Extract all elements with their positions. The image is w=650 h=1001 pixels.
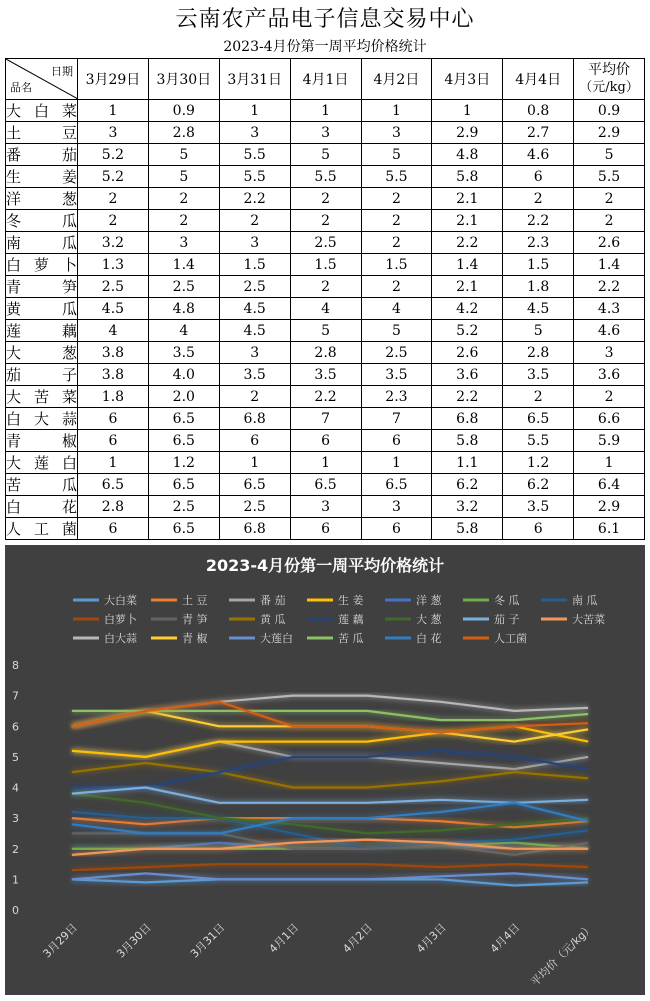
price-cell: 5 <box>503 320 574 342</box>
price-chart-svg <box>5 545 645 995</box>
y-tick-label: 6 <box>12 720 19 734</box>
price-cell: 5.2 <box>432 320 503 342</box>
price-cell: 5.5 <box>361 166 432 188</box>
price-cell: 2.1 <box>432 210 503 232</box>
price-cell: 2 <box>361 188 432 210</box>
price-cell: 3 <box>574 342 645 364</box>
price-cell: 2.9 <box>574 496 645 518</box>
price-cell: 3.2 <box>432 496 503 518</box>
price-cell: 1.4 <box>432 254 503 276</box>
price-cell: 4.8 <box>148 298 219 320</box>
price-cell: 5.5 <box>219 166 290 188</box>
price-cell: 2 <box>78 188 149 210</box>
price-table-header <box>6 59 645 100</box>
table-row <box>6 166 645 188</box>
date-column-header: 4月4日 <box>503 59 574 100</box>
legend-label: 生 姜 <box>338 594 364 607</box>
product-name-cell: 大苦菜 <box>6 386 78 408</box>
price-cell: 4.3 <box>574 298 645 320</box>
price-cell: 1 <box>361 100 432 122</box>
price-cell: 2.5 <box>219 496 290 518</box>
product-name-cell: 青 笋 <box>6 276 78 298</box>
table-row <box>6 496 645 518</box>
price-cell: 2.3 <box>361 386 432 408</box>
price-cell: 6 <box>503 166 574 188</box>
legend-label: 番 茄 <box>260 594 286 607</box>
date-column-header: 4月2日 <box>361 59 432 100</box>
price-cell: 4.5 <box>503 298 574 320</box>
product-name-cell: 冬 瓜 <box>6 210 78 232</box>
legend-label: 大苦菜 <box>572 613 605 626</box>
table-row <box>6 188 645 210</box>
product-name-cell: 大 葱 <box>6 342 78 364</box>
product-name-cell: 南 瓜 <box>6 232 78 254</box>
legend-label: 青 椒 <box>182 632 208 645</box>
price-cell: 1 <box>574 452 645 474</box>
price-cell: 6 <box>361 518 432 540</box>
price-cell: 6 <box>290 430 361 452</box>
price-cell: 3.6 <box>432 364 503 386</box>
price-cell: 4.8 <box>432 144 503 166</box>
price-cell: 2.9 <box>574 122 645 144</box>
price-cell: 5 <box>148 166 219 188</box>
price-cell: 1.3 <box>78 254 149 276</box>
product-name-cell: 土 豆 <box>6 122 78 144</box>
price-cell: 2.6 <box>574 232 645 254</box>
corner-cell <box>6 59 78 100</box>
table-row <box>6 100 645 122</box>
product-name-cell: 苦 瓜 <box>6 474 78 496</box>
price-cell: 3.5 <box>148 342 219 364</box>
price-cell: 4 <box>148 320 219 342</box>
price-cell: 2.2 <box>219 188 290 210</box>
price-cell: 1.8 <box>78 386 149 408</box>
price-cell: 6 <box>290 518 361 540</box>
product-name-cell: 白大蒜 <box>6 408 78 430</box>
legend-label: 白萝卜 <box>104 613 137 626</box>
price-cell: 4 <box>361 298 432 320</box>
table-row <box>6 122 645 144</box>
price-cell: 5.2 <box>78 144 149 166</box>
price-cell: 3 <box>361 496 432 518</box>
date-column-header: 3月31日 <box>219 59 290 100</box>
x-tick-label: 4月3日 <box>414 920 449 956</box>
price-cell: 2.9 <box>432 122 503 144</box>
price-table <box>5 58 645 540</box>
product-name-cell: 黄 瓜 <box>6 298 78 320</box>
price-cell: 2 <box>361 232 432 254</box>
legend-label: 大白菜 <box>104 594 137 607</box>
price-cell: 6.8 <box>219 408 290 430</box>
price-cell: 2.0 <box>148 386 219 408</box>
table-row <box>6 320 645 342</box>
price-cell: 6 <box>78 408 149 430</box>
price-cell: 3 <box>148 232 219 254</box>
price-cell: 5.8 <box>432 518 503 540</box>
price-cell: 6.5 <box>148 408 219 430</box>
price-cell: 3 <box>361 122 432 144</box>
date-column-header: 3月29日 <box>78 59 149 100</box>
y-tick-label: 8 <box>12 659 19 672</box>
average-header-line1: 平均价 <box>588 62 631 78</box>
legend-label: 白 花 <box>416 632 442 645</box>
price-cell: 2 <box>148 188 219 210</box>
price-cell: 2.7 <box>503 122 574 144</box>
price-cell: 4.5 <box>219 298 290 320</box>
y-tick-label: 5 <box>12 750 19 764</box>
price-cell: 3 <box>219 342 290 364</box>
corner-date-label: 日期 <box>51 65 73 78</box>
price-cell: 6.5 <box>503 408 574 430</box>
price-cell: 3.8 <box>78 364 149 386</box>
price-cell: 2 <box>290 276 361 298</box>
price-cell: 6 <box>219 430 290 452</box>
table-row <box>6 364 645 386</box>
x-tick-label: 平均价（元/kg） <box>528 920 597 989</box>
price-cell: 5.2 <box>78 166 149 188</box>
price-cell: 4.6 <box>574 320 645 342</box>
corner-name-label: 品名 <box>10 81 32 94</box>
price-cell: 2.1 <box>432 188 503 210</box>
y-tick-label: 1 <box>12 873 19 887</box>
price-cell: 1.4 <box>574 254 645 276</box>
price-cell: 6 <box>78 518 149 540</box>
table-row <box>6 276 645 298</box>
price-cell: 2 <box>361 276 432 298</box>
price-cell: 1 <box>361 452 432 474</box>
price-cell: 5 <box>290 320 361 342</box>
product-name-cell: 白 花 <box>6 496 78 518</box>
y-tick-label: 4 <box>12 781 19 795</box>
price-cell: 1 <box>78 100 149 122</box>
price-cell: 2.1 <box>432 276 503 298</box>
legend-label: 青 笋 <box>182 613 208 626</box>
price-cell: 6 <box>503 518 574 540</box>
product-name-cell: 洋 葱 <box>6 188 78 210</box>
price-cell: 6.5 <box>148 430 219 452</box>
price-cell: 3.2 <box>78 232 149 254</box>
price-cell: 6.5 <box>219 474 290 496</box>
price-cell: 1.4 <box>148 254 219 276</box>
price-cell: 5 <box>361 144 432 166</box>
price-cell: 6.1 <box>574 518 645 540</box>
price-cell: 2.6 <box>432 342 503 364</box>
product-name-cell: 茄 子 <box>6 364 78 386</box>
price-cell: 0.8 <box>503 100 574 122</box>
price-cell: 4.5 <box>219 320 290 342</box>
price-cell: 1.2 <box>503 452 574 474</box>
price-cell: 2 <box>574 386 645 408</box>
product-name-cell: 莲 藕 <box>6 320 78 342</box>
price-cell: 2.2 <box>432 386 503 408</box>
price-cell: 1.5 <box>219 254 290 276</box>
price-cell: 4.6 <box>503 144 574 166</box>
date-column-header: 3月30日 <box>148 59 219 100</box>
table-row <box>6 474 645 496</box>
price-cell: 2.2 <box>574 276 645 298</box>
price-cell: 6.6 <box>574 408 645 430</box>
price-cell: 4.0 <box>148 364 219 386</box>
y-tick-label: 7 <box>12 689 19 703</box>
price-cell: 5.5 <box>503 430 574 452</box>
price-cell: 2.5 <box>219 276 290 298</box>
price-cell: 2.5 <box>78 276 149 298</box>
price-cell: 2.5 <box>148 496 219 518</box>
price-cell: 2 <box>361 210 432 232</box>
page-subtitle: 2023-4月份第一周平均价格统计 <box>223 39 427 55</box>
price-cell: 6.5 <box>78 474 149 496</box>
price-cell: 2.5 <box>361 342 432 364</box>
price-cell: 2.5 <box>148 276 219 298</box>
table-row <box>6 430 645 452</box>
x-tick-label: 4月4日 <box>487 920 523 956</box>
legend-label: 大 葱 <box>416 613 442 626</box>
price-cell: 5.8 <box>432 166 503 188</box>
table-row <box>6 518 645 540</box>
x-tick-label: 3月31日 <box>187 920 228 961</box>
price-cell: 3 <box>219 122 290 144</box>
price-cell: 3 <box>219 232 290 254</box>
product-name-cell: 大莲白 <box>6 452 78 474</box>
price-cell: 2.5 <box>290 232 361 254</box>
table-row <box>6 298 645 320</box>
price-cell: 5 <box>290 144 361 166</box>
price-cell: 1 <box>219 452 290 474</box>
price-table-body <box>6 100 645 540</box>
table-row <box>6 342 645 364</box>
price-cell: 6.2 <box>432 474 503 496</box>
price-cell: 1 <box>290 100 361 122</box>
price-cell: 3 <box>78 122 149 144</box>
x-tick-label: 3月30日 <box>114 920 154 961</box>
legend-label: 冬 瓜 <box>494 594 520 607</box>
date-column-header: 4月1日 <box>290 59 361 100</box>
price-cell: 2.2 <box>432 232 503 254</box>
price-cell: 1.8 <box>503 276 574 298</box>
price-cell: 3.5 <box>503 496 574 518</box>
price-cell: 7 <box>361 408 432 430</box>
price-cell: 5 <box>361 320 432 342</box>
legend-label: 白大蒜 <box>104 632 137 645</box>
price-cell: 2 <box>503 188 574 210</box>
price-cell: 6.8 <box>219 518 290 540</box>
price-cell: 3.6 <box>574 364 645 386</box>
product-name-cell: 人工菌 <box>6 518 78 540</box>
table-row <box>6 254 645 276</box>
price-cell: 3.5 <box>361 364 432 386</box>
price-cell: 5 <box>148 144 219 166</box>
price-cell: 1.5 <box>361 254 432 276</box>
average-column-header <box>574 59 645 100</box>
table-row <box>6 386 645 408</box>
price-cell: 1.2 <box>148 452 219 474</box>
legend-label: 苦 瓜 <box>338 632 364 645</box>
product-name-cell: 生 姜 <box>6 166 78 188</box>
legend-label: 洋 葱 <box>416 594 442 607</box>
price-cell: 1.5 <box>290 254 361 276</box>
price-cell: 2.2 <box>503 210 574 232</box>
price-cell: 6.5 <box>361 474 432 496</box>
price-cell: 4 <box>78 320 149 342</box>
price-cell: 0.9 <box>148 100 219 122</box>
legend-label: 黄 瓜 <box>260 613 286 626</box>
price-cell: 1 <box>78 452 149 474</box>
average-header-line2: （元/kg） <box>579 80 639 95</box>
price-cell: 5 <box>574 144 645 166</box>
price-cell: 6.5 <box>148 518 219 540</box>
table-row <box>6 232 645 254</box>
price-cell: 2 <box>219 210 290 232</box>
x-tick-label: 4月2日 <box>340 920 375 956</box>
price-cell: 2.8 <box>290 342 361 364</box>
price-cell: 1 <box>219 100 290 122</box>
price-cell: 6.8 <box>432 408 503 430</box>
price-cell: 6.2 <box>503 474 574 496</box>
price-cell: 3.5 <box>219 364 290 386</box>
price-cell: 2.3 <box>503 232 574 254</box>
price-cell: 4.2 <box>432 298 503 320</box>
price-cell: 2.8 <box>503 342 574 364</box>
y-tick-label: 3 <box>12 812 19 826</box>
date-column-header: 4月3日 <box>432 59 503 100</box>
price-cell: 3.5 <box>503 364 574 386</box>
price-cell: 2 <box>290 210 361 232</box>
legend-label: 土 豆 <box>182 594 208 607</box>
price-cell: 5.9 <box>574 430 645 452</box>
price-cell: 2.2 <box>290 386 361 408</box>
legend-label: 人工菌 <box>494 632 527 645</box>
price-cell: 3.8 <box>78 342 149 364</box>
price-cell: 1.1 <box>432 452 503 474</box>
price-cell: 3 <box>290 122 361 144</box>
price-cell: 3.5 <box>290 364 361 386</box>
table-row <box>6 210 645 232</box>
price-cell: 2 <box>219 386 290 408</box>
price-cell: 4.5 <box>78 298 149 320</box>
price-cell: 2 <box>78 210 149 232</box>
x-tick-label: 3月29日 <box>40 920 80 961</box>
product-name-cell: 番 茄 <box>6 144 78 166</box>
price-cell: 5.5 <box>574 166 645 188</box>
price-cell: 5.5 <box>290 166 361 188</box>
product-name-cell: 白萝卜 <box>6 254 78 276</box>
legend-label: 大莲白 <box>260 632 293 645</box>
price-cell: 2 <box>503 386 574 408</box>
y-tick-label: 2 <box>12 842 19 856</box>
legend-label: 莲 藕 <box>338 613 364 626</box>
price-chart <box>5 545 645 995</box>
price-cell: 2.8 <box>78 496 149 518</box>
x-tick-label: 4月1日 <box>266 920 302 956</box>
price-cell: 6.4 <box>574 474 645 496</box>
product-name-cell: 大白菜 <box>6 100 78 122</box>
price-cell: 4 <box>290 298 361 320</box>
price-cell: 2.8 <box>148 122 219 144</box>
price-cell: 1 <box>290 452 361 474</box>
page-title: 云南农产品电子信息交易中心 <box>175 7 475 32</box>
price-cell: 2 <box>574 188 645 210</box>
table-row <box>6 452 645 474</box>
price-cell: 7 <box>290 408 361 430</box>
price-cell: 6.5 <box>148 474 219 496</box>
price-cell: 5.5 <box>219 144 290 166</box>
chart-title: 2023-4月份第一周平均价格统计 <box>205 556 445 575</box>
price-cell: 0.9 <box>574 100 645 122</box>
table-row <box>6 144 645 166</box>
price-cell: 1.5 <box>503 254 574 276</box>
price-cell: 1 <box>432 100 503 122</box>
price-cell: 6.5 <box>290 474 361 496</box>
price-cell: 6 <box>361 430 432 452</box>
y-tick-label: 0 <box>12 904 19 917</box>
price-cell: 5.8 <box>432 430 503 452</box>
product-name-cell: 青 椒 <box>6 430 78 452</box>
legend-label: 南 瓜 <box>572 594 598 607</box>
price-cell: 2 <box>148 210 219 232</box>
legend-label: 茄 子 <box>494 613 520 626</box>
price-cell: 3 <box>290 496 361 518</box>
price-cell: 6 <box>78 430 149 452</box>
price-cell: 2 <box>290 188 361 210</box>
table-row <box>6 408 645 430</box>
price-cell: 2 <box>574 210 645 232</box>
